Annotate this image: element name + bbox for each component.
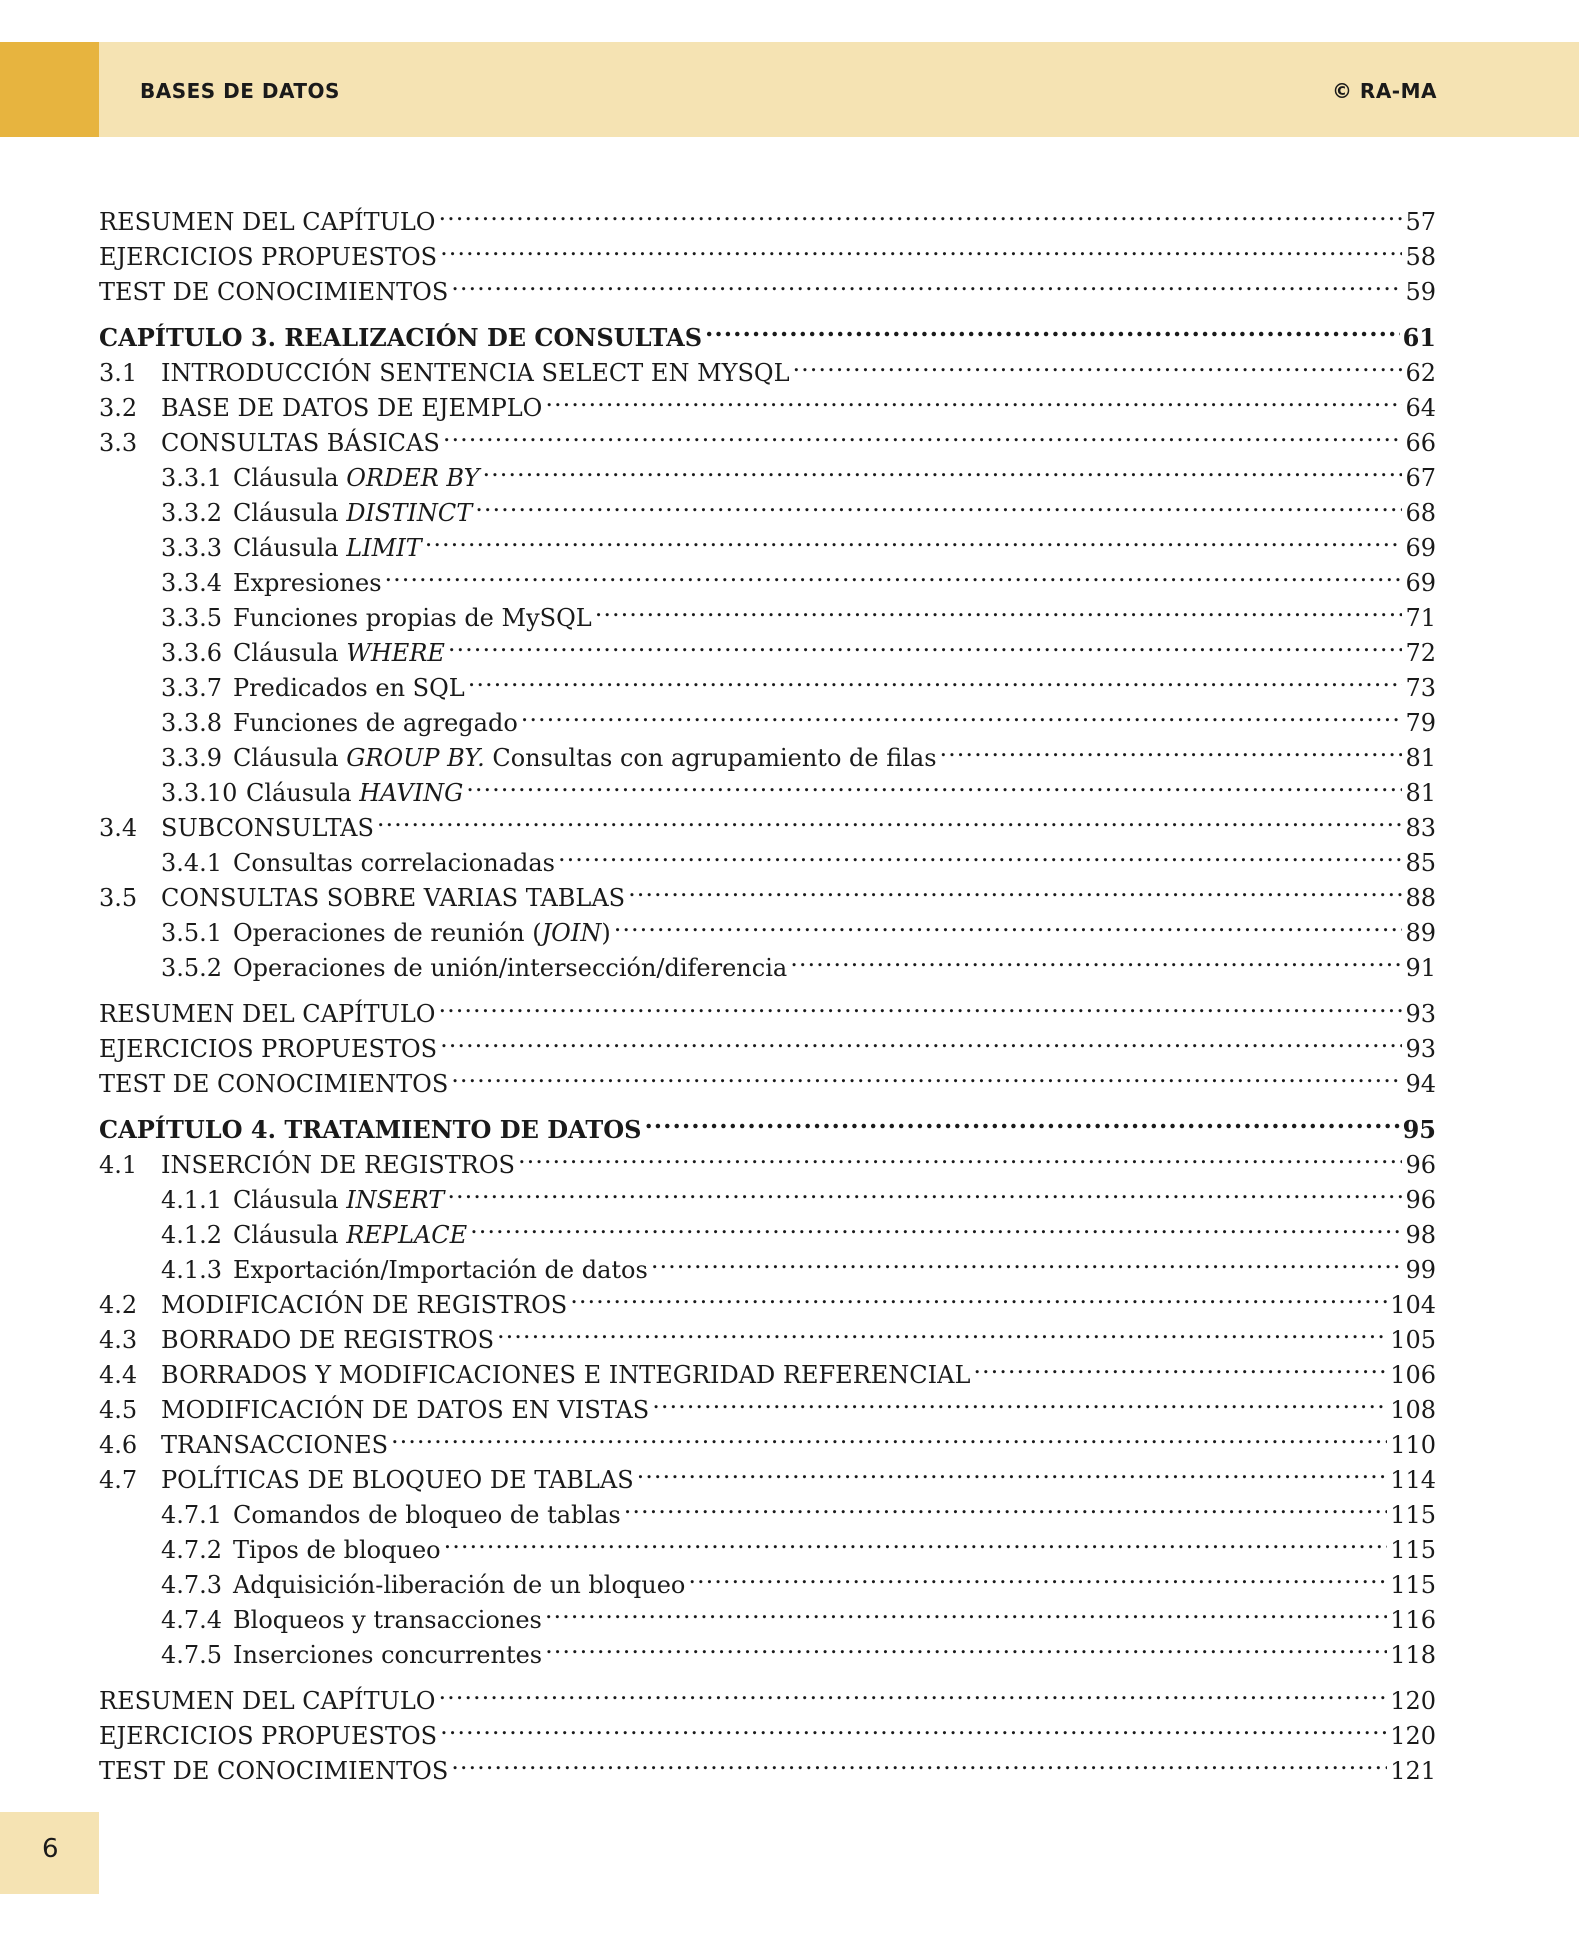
toc-entry-page: 71 [1405,604,1436,632]
dot-leader [521,696,1403,731]
toc-entry-page: 115 [1390,1571,1436,1599]
toc-entry-title-text: BORRADO DE REGISTROS [161,1326,495,1354]
toc-entry [99,836,1436,877]
dot-leader [973,1348,1387,1383]
toc-entry [99,451,1436,492]
toc-entry [99,1103,1436,1144]
toc-entry-keyword: ORDER BY [346,464,480,492]
dot-leader [451,265,1402,300]
toc-entry-title-text: CONSULTAS BÁSICAS [161,429,440,457]
toc-entry-keyword: WHERE [346,639,445,667]
toc-entry-page: 104 [1390,1291,1436,1319]
toc-entry-page: 62 [1405,359,1436,387]
toc-entry-page: 69 [1405,534,1436,562]
toc-entry-page: 79 [1405,709,1436,737]
toc-entry-page: 59 [1405,278,1436,306]
dot-leader [497,1313,1387,1348]
toc-entry-page: 105 [1390,1326,1436,1354]
toc-entry-title-text: Exportación/Importación de datos [233,1256,648,1284]
toc-entry-number: 4.4 [99,1361,138,1389]
toc-entry-page: 106 [1390,1361,1436,1389]
toc-entry-page: 61 [1402,323,1436,352]
toc-entry [99,1744,1436,1785]
toc-entry-title-text: Tipos de bloqueo [233,1536,441,1564]
toc-entry-page: 98 [1405,1221,1436,1249]
dot-leader [440,1709,1387,1744]
toc-entry [99,661,1436,702]
toc-entry-page: 94 [1405,1070,1436,1098]
toc-entry-keyword: DISTINCT [346,499,473,527]
toc-entry-keyword: HAVING [359,779,464,807]
dot-leader [628,871,1402,906]
toc-entry [99,1558,1436,1599]
dot-leader [470,1208,1402,1243]
toc-entry [99,230,1436,271]
toc-entry [99,591,1436,632]
toc-entry [99,265,1436,306]
dot-leader [790,941,1402,976]
dot-leader [570,1278,1387,1313]
toc-entry-title-text: MODIFICACIÓN DE REGISTROS [161,1291,568,1319]
toc-entry [99,626,1436,667]
dot-leader [451,1057,1402,1092]
toc-entry-page: 118 [1390,1641,1436,1669]
toc-entry-number: 4.6 [99,1431,138,1459]
toc-entry-page: 120 [1390,1687,1436,1715]
toc-entry-number: 3.4.1 [161,849,223,877]
toc-entry-page: 115 [1390,1536,1436,1564]
toc-entry-title-text: Cláusula [233,534,347,562]
toc-entry-page: 81 [1405,744,1436,772]
toc-entry-number: 3.5.2 [161,954,223,982]
toc-entry-number: 4.1.1 [161,1186,223,1214]
toc-entry-title-text: TRANSACCIONES [161,1431,389,1459]
toc-entry-title-text: TEST DE CONOCIMIENTOS [99,1757,449,1785]
toc-entry-number: 4.1 [99,1151,138,1179]
toc-entry-title-text: RESUMEN DEL CAPÍTULO [99,1000,436,1028]
toc-entry [99,311,1436,352]
toc-entry-page: 96 [1405,1151,1436,1179]
toc-entry-title [233,951,787,986]
toc-entry [99,1383,1436,1424]
toc-entry-keyword: INSERT [346,1186,445,1214]
dot-leader [466,766,1402,801]
toc-entry-page: 81 [1405,779,1436,807]
toc-entry [99,1313,1436,1354]
toc-entry [99,696,1436,737]
toc-entry [99,381,1436,422]
toc-entry-page: 83 [1405,814,1436,842]
dot-leader [518,1138,1403,1173]
toc-entry-page: 121 [1390,1757,1436,1785]
toc-entry [99,1674,1436,1715]
dot-leader [447,1173,1402,1208]
toc-entry [99,1523,1436,1564]
dot-leader [614,906,1403,941]
toc-entry [99,1593,1436,1634]
toc-entry-title-text: Cláusula [246,779,360,807]
dot-leader [377,801,1403,836]
table-of-contents [99,195,1436,1785]
toc-entry-title-text: Comandos de bloqueo de tablas [233,1501,621,1529]
toc-entry [99,1348,1436,1389]
toc-entry-keyword: GROUP BY. [346,744,485,772]
toc-entry-title-text: Consultas correlacionadas [233,849,555,877]
toc-entry-keyword: JOIN [541,919,602,947]
toc-entry-page: 110 [1390,1431,1436,1459]
dot-leader [444,1523,1388,1558]
toc-entry-number: 4.7.1 [161,1501,223,1529]
toc-entry-page: 73 [1405,674,1436,702]
toc-entry-page: 96 [1405,1186,1436,1214]
toc-entry-number: 3.1 [99,359,138,387]
dot-leader [448,626,1403,661]
toc-entry-title-text: Cláusula [233,464,347,492]
toc-entry-page: 57 [1405,208,1436,236]
toc-entry [99,1208,1436,1249]
toc-entry [99,1057,1436,1098]
toc-entry-number: 3.5 [99,884,138,912]
toc-entry-number: 3.3.5 [161,604,223,632]
toc-entry-page: 114 [1390,1466,1436,1494]
toc-entry-number: 4.1.3 [161,1256,223,1284]
page-number-box [0,1812,99,1894]
header-accent-tab [0,42,99,137]
dot-leader [451,1744,1387,1779]
toc-entry-title-text: BASE DE DATOS DE EJEMPLO [161,394,543,422]
dot-leader [644,1103,1399,1138]
toc-entry [99,195,1436,236]
toc-entry-page: 91 [1405,954,1436,982]
toc-entry [99,346,1436,387]
toc-entry-title-text: EJERCICIOS PROPUESTOS [99,243,438,271]
toc-entry-title-text: Cláusula [233,499,347,527]
dot-leader [545,381,1402,416]
toc-entry [99,766,1436,807]
toc-entry-number: 4.7.2 [161,1536,223,1564]
dot-leader [793,346,1403,381]
toc-entry-number: 3.3 [99,429,138,457]
toc-entry-title-suffix: Consultas con agrupamiento de filas [484,744,937,772]
toc-entry-page: 95 [1402,1115,1436,1144]
toc-entry-title [99,275,448,310]
toc-entry-page: 89 [1405,919,1436,947]
dot-leader [705,311,1400,346]
toc-entry [99,1173,1436,1214]
toc-entry-page: 68 [1405,499,1436,527]
toc-entry-title-text: Cláusula [233,744,347,772]
toc-entry-number: 4.5 [99,1396,138,1424]
page-number: 6 [42,1834,59,1864]
toc-entry-title-text: CAPÍTULO 4. TRATAMIENTO DE DATOS [99,1115,642,1144]
toc-entry-page: 72 [1405,639,1436,667]
dot-leader [482,451,1402,486]
dot-leader [545,1593,1387,1628]
toc-entry-title-text: EJERCICIOS PROPUESTOS [99,1722,438,1750]
toc-entry [99,1022,1436,1063]
dot-leader [440,1022,1402,1057]
toc-entry [99,1138,1436,1179]
toc-entry-title-text: Operaciones de unión/intersección/diferencia [233,954,788,982]
toc-entry-page: 85 [1405,849,1436,877]
toc-entry [99,1709,1436,1750]
toc-entry [99,987,1436,1028]
toc-entry-title-text: EJERCICIOS PROPUESTOS [99,1035,438,1063]
toc-entry-title-text: Expresiones [233,569,382,597]
toc-entry [99,486,1436,527]
toc-entry [99,1243,1436,1284]
toc-entry-number: 3.3.10 [161,779,238,807]
dot-leader [940,731,1403,766]
toc-entry-title-text: CONSULTAS SOBRE VARIAS TABLAS [161,884,626,912]
toc-entry-title-text: Adquisición-liberación de un bloqueo [233,1571,686,1599]
toc-entry-title [99,1754,448,1789]
toc-entry [99,556,1436,597]
dot-leader [438,195,1402,230]
toc-entry-title-suffix: ) [601,919,611,947]
toc-entry-title [99,1067,448,1102]
dot-leader [651,1243,1403,1278]
toc-entry [99,1278,1436,1319]
toc-entry-number: 3.3.1 [161,464,223,492]
toc-entry-title-text: Cláusula [233,639,347,667]
toc-entry-title-text: Inserciones concurrentes [233,1641,543,1669]
toc-entry [99,521,1436,562]
toc-entry-page: 108 [1390,1396,1436,1424]
dot-leader [438,987,1402,1022]
publisher-copyright: © RA-MA [1331,79,1437,103]
dot-leader [637,1453,1388,1488]
book-title: BASES DE DATOS [140,79,340,103]
toc-entry [99,1488,1436,1529]
toc-entry-title-text: MODIFICACIÓN DE DATOS EN VISTAS [161,1396,650,1424]
toc-entry-keyword: LIMIT [346,534,422,562]
toc-entry-number: 4.3 [99,1326,138,1354]
dot-leader [468,661,1403,696]
toc-entry-title-text: SUBCONSULTAS [161,814,374,842]
toc-entry-page: 93 [1405,1000,1436,1028]
dot-leader [425,521,1403,556]
toc-entry-page: 116 [1390,1606,1436,1634]
toc-entry-page: 64 [1405,394,1436,422]
toc-entry-title-text: POLÍTICAS DE BLOQUEO DE TABLAS [161,1466,634,1494]
dot-leader [545,1628,1387,1663]
toc-entry-title-text: Funciones propias de MySQL [233,604,592,632]
toc-entry-number: 3.3.2 [161,499,223,527]
toc-entry-page: 67 [1405,464,1436,492]
dot-leader [558,836,1402,871]
toc-entry-title-text: Predicados en SQL [233,674,465,702]
dot-leader [443,416,1403,451]
toc-entry-number: 3.3.3 [161,534,223,562]
toc-entry-number: 4.7.3 [161,1571,223,1599]
dot-leader [624,1488,1387,1523]
toc-entry-title-text: Cláusula [233,1186,347,1214]
toc-entry-number: 3.5.1 [161,919,223,947]
toc-entry [99,801,1436,842]
toc-entry-page: 69 [1405,569,1436,597]
toc-entry [99,731,1436,772]
toc-entry-page: 115 [1390,1501,1436,1529]
dot-leader [391,1418,1387,1453]
toc-entry-number: 4.7.4 [161,1606,223,1634]
toc-entry-page: 66 [1405,429,1436,457]
dot-leader [440,230,1402,265]
toc-entry-number: 3.3.7 [161,674,223,702]
toc-entry-number: 3.3.6 [161,639,223,667]
toc-entry-keyword: REPLACE [346,1221,468,1249]
toc-entry [99,1628,1436,1669]
toc-entry-number: 3.4 [99,814,138,842]
toc-entry [99,1418,1436,1459]
dot-leader [652,1383,1387,1418]
toc-entry [99,1453,1436,1494]
toc-entry [99,906,1436,947]
toc-entry-title-text: Operaciones de reunión ( [233,919,542,947]
toc-entry-title-text: Bloqueos y transacciones [233,1606,542,1634]
toc-entry-page: 120 [1390,1722,1436,1750]
toc-entry-number: 4.7 [99,1466,138,1494]
toc-entry-title-text: TEST DE CONOCIMIENTOS [99,278,449,306]
dot-leader [688,1558,1387,1593]
page-header [0,42,1579,137]
toc-entry-title-text: INSERCIÓN DE REGISTROS [161,1151,515,1179]
toc-entry [99,416,1436,457]
toc-entry-number: 4.1.2 [161,1221,223,1249]
toc-entry [99,941,1436,982]
toc-entry-number: 4.2 [99,1291,138,1319]
toc-entry-title-text: INTRODUCCIÓN SENTENCIA SELECT EN MYSQL [161,359,790,387]
toc-entry-number: 3.2 [99,394,138,422]
toc-entry-title-text: Cláusula [233,1221,347,1249]
toc-entry-title-text: Funciones de agregado [233,709,518,737]
dot-leader [385,556,1403,591]
toc-entry-page: 99 [1405,1256,1436,1284]
toc-entry-title-text: RESUMEN DEL CAPÍTULO [99,1687,436,1715]
toc-entry-page: 93 [1405,1035,1436,1063]
toc-entry [99,871,1436,912]
dot-leader [475,486,1402,521]
toc-entry-title-text: RESUMEN DEL CAPÍTULO [99,208,436,236]
toc-entry-title-text: TEST DE CONOCIMIENTOS [99,1070,449,1098]
toc-entry-number: 3.3.8 [161,709,223,737]
toc-entry-page: 88 [1405,884,1436,912]
toc-entry-page: 58 [1405,243,1436,271]
toc-entry-number: 3.3.4 [161,569,223,597]
toc-entry-title-text: BORRADOS Y MODIFICACIONES E INTEGRIDAD REFERENCIAL [161,1361,971,1389]
toc-entry-title [233,1638,542,1673]
toc-entry-title-text: CAPÍTULO 3. REALIZACIÓN DE CONSULTAS [99,323,703,352]
dot-leader [595,591,1403,626]
dot-leader [438,1674,1387,1709]
toc-entry-number: 4.7.5 [161,1641,223,1669]
toc-entry-number: 3.3.9 [161,744,223,772]
